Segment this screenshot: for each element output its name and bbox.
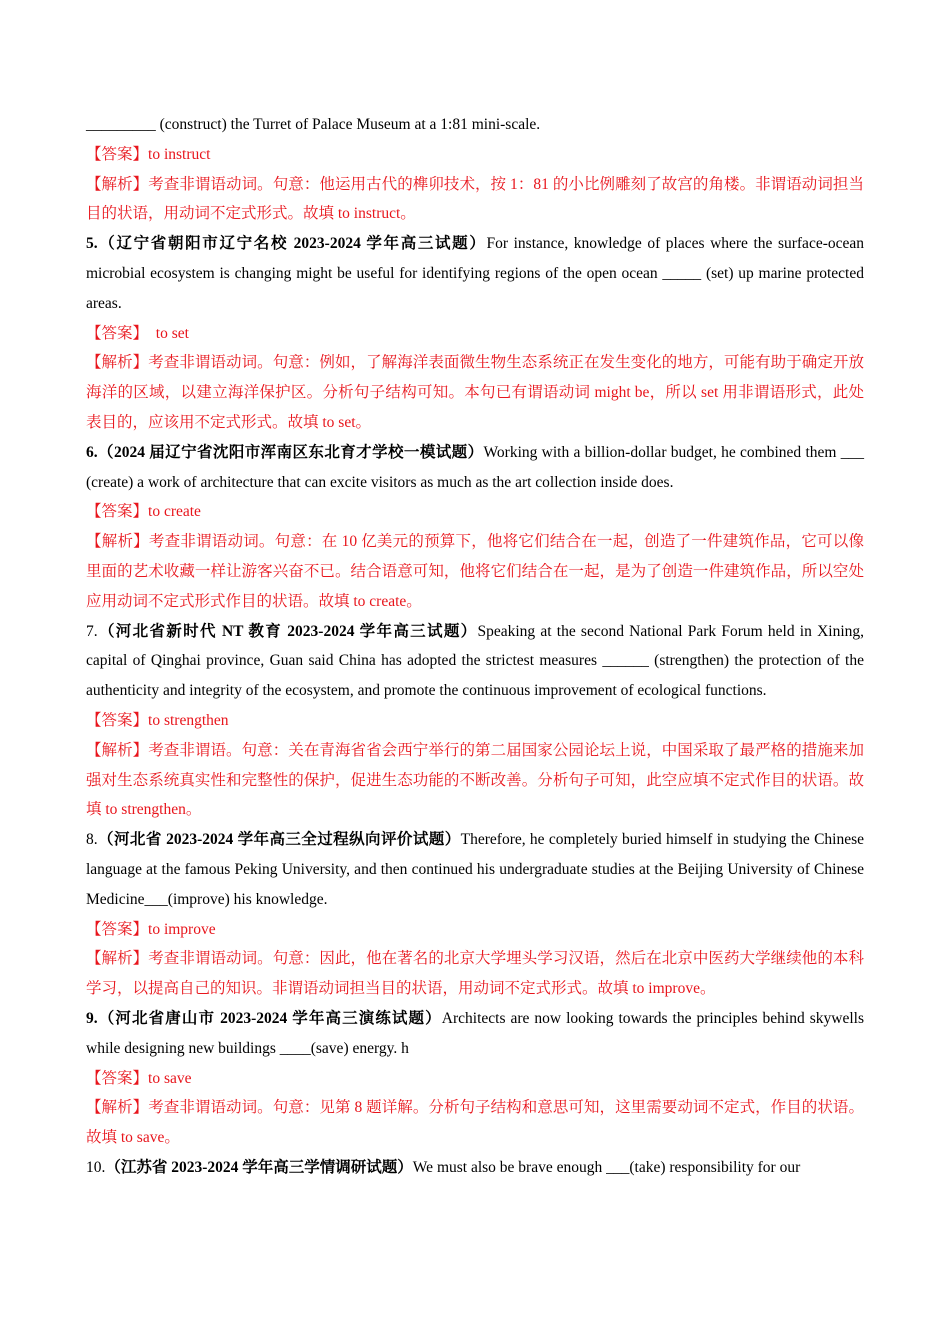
analysis-paragraph <box>86 348 864 437</box>
question-source: （河北省唐山市 2023-2024 学年高三演练试题） <box>97 1009 442 1027</box>
answer-label: 【答案】 <box>86 920 149 938</box>
question-source: （河北省 2023-2024 学年高三全过程纵向评价试题） <box>97 831 461 849</box>
analysis-text: 考查非谓语动词。句意：见第 8 题详解。分析句子结构和意思可知，这里需要动词不定式，作目的状语。故填 to save。 <box>86 1099 864 1147</box>
document-body <box>86 110 864 1183</box>
analysis-label: 【解析】 <box>86 1099 149 1117</box>
answer-label: 【答案】 <box>86 145 149 163</box>
answer-line <box>86 915 864 945</box>
answer-text: to save <box>148 1069 192 1087</box>
answer-label: 【答案】 <box>86 711 149 729</box>
analysis-label: 【解析】 <box>86 533 149 551</box>
question-item-7 <box>86 617 864 706</box>
analysis-paragraph <box>86 527 864 616</box>
question-number: 5. <box>86 235 98 253</box>
analysis-label: 【解析】 <box>86 175 149 193</box>
question-text: Working with a billion-dollar budget, he combined them ___ (create) a work of architecture that can excite visitors as much as the art collection inside does. <box>86 443 864 491</box>
analysis-label: 【解析】 <box>86 950 149 968</box>
analysis-label: 【解析】 <box>86 741 149 759</box>
answer-label: 【答案】 <box>86 503 149 521</box>
question-number: 10. <box>86 1158 106 1176</box>
question-item-5 <box>86 229 864 318</box>
answer-text: to create <box>148 503 201 521</box>
question-source: （辽宁省朝阳市辽宁名校 2023-2024 学年高三试题） <box>97 235 487 253</box>
answer-label: 【答案】 <box>86 324 149 342</box>
question-text: Therefore, he completely buried himself in studying the Chinese language at the famous Peking University, and then continued his undergraduate studies at the Beijing University of Chinese Medicine___(improve) his knowledge. <box>86 831 865 908</box>
question-number: 9. <box>86 1009 98 1027</box>
question-text: Architects are now looking towards the principles behind skywells while designing new buildings ____(save) energy. h <box>86 1009 864 1057</box>
analysis-paragraph <box>86 170 864 230</box>
answer-line <box>86 319 864 349</box>
question-source: （江苏省 2023-2024 学年高三学情调研试题） <box>105 1158 413 1176</box>
analysis-paragraph <box>86 1093 864 1153</box>
analysis-text: 考查非谓语动词。句意：在 10 亿美元的预算下，他将它们结合在一起，创造了一件建筑作品，它可以像里面的艺术收藏一样让游客兴奋不已。结合语意可知，他将它们结合在一起，是为了创造一件建筑作品，所以空处应用动词不定式形式作目的状语。故填 to create。 <box>86 533 864 610</box>
analysis-text: 考查非谓语。句意：关在青海省省会西宁举行的第二届国家公园论坛上说，中国采取了最严格的措施来加强对生态系统真实性和完整性的保护，促进生态功能的不断改善。分析句子可知，此空应填不定式作目的状语。故填 to strengthen。 <box>86 741 864 819</box>
answer-line <box>86 706 864 736</box>
question-source: （河北省新时代 NT 教育 2023-2024 学年高三试题） <box>97 622 478 640</box>
answer-text: to instruct <box>148 145 211 163</box>
answer-label: 【答案】 <box>86 1069 149 1087</box>
answer-text: to set <box>148 324 189 342</box>
analysis-paragraph <box>86 736 864 825</box>
question-source: （2024 届辽宁省沈阳市浑南区东北育才学校一模试题） <box>97 443 484 461</box>
question-text-continued: _________ (construct) the Turret of Palace Museum at a 1:81 mini-scale. <box>86 116 541 133</box>
question-item-10 <box>86 1153 864 1183</box>
question-item-9 <box>86 1004 864 1064</box>
answer-text: to improve <box>148 920 216 938</box>
question-item-8 <box>86 825 864 914</box>
answer-line <box>86 497 864 527</box>
analysis-paragraph <box>86 944 864 1004</box>
answer-line <box>86 140 864 170</box>
question-text: For instance, knowledge of places where the surface-ocean microbial ecosystem is changing might be useful for identifying regions of the open ocean _____ (set) up marine protected areas. <box>86 235 865 312</box>
analysis-text: 考查非谓语动词。句意：他运用古代的榫卯技术，按 1：81 的小比例雕刻了故宫的角楼。非谓语动词担当目的状语，用动词不定式形式。故填 to instruct。 <box>86 175 864 223</box>
answer-text: to strengthen <box>148 711 229 729</box>
question-text: Speaking at the second National Park Forum held in Xining, capital of Qinghai province, Guan said China has adopted the strictest measures ______ (strengthen) the protection of the authenticity and integrity of the ecosystem, and promote the continuous improvement of ecological functions. <box>86 622 864 700</box>
analysis-label: 【解析】 <box>86 354 149 372</box>
analysis-text: 考查非谓语动词。句意：因此，他在著名的北京大学埋头学习汉语，然后在北京中医药大学继续他的本科学习，以提高自己的知识。非谓语动词担当目的状语，用动词不定式形式。故填 to improve。 <box>86 950 864 998</box>
question-text: We must also be brave enough ___(take) responsibility for our <box>412 1158 801 1176</box>
question-number: 6. <box>86 443 98 461</box>
question-number: 7. <box>86 622 98 640</box>
question-number: 8. <box>86 831 98 849</box>
answer-line <box>86 1064 864 1094</box>
analysis-text: 考查非谓语动词。句意：例如，了解海洋表面微生物生态系统正在发生变化的地方，可能有助于确定开放海洋的区域，以建立海洋保护区。分析句子结构可知。本句已有谓语动词 might be，所以 set 用非谓语形式，此处表目的，应该用不定式形式。故填 to set。 <box>86 354 864 431</box>
question-item-6 <box>86 438 864 498</box>
